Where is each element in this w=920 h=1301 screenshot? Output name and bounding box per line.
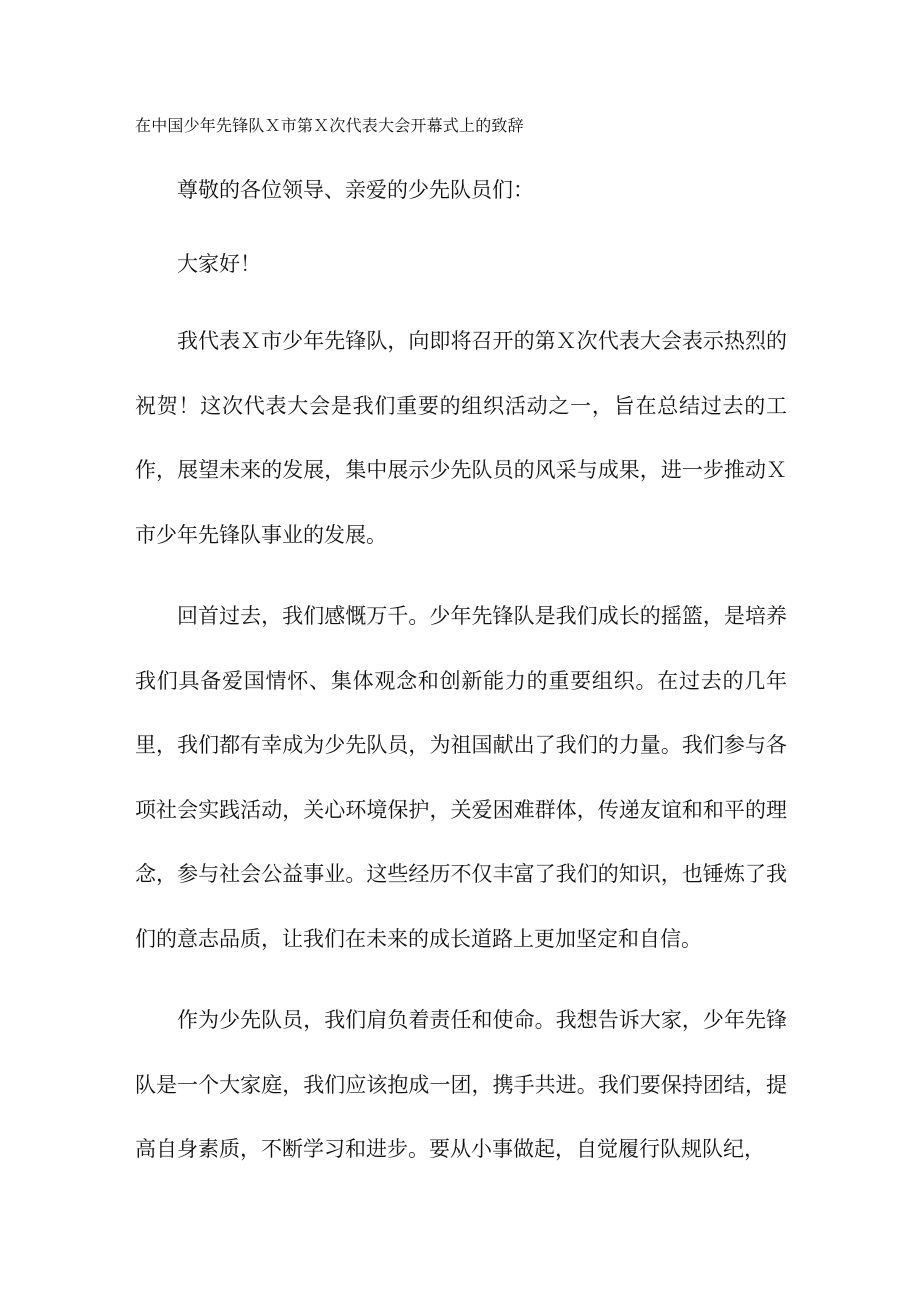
document-title: 在中国少年先锋队Ｘ市第Ｘ次代表大会开幕式上的致辞 xyxy=(135,116,524,135)
salutation-line: 大家好！ xyxy=(177,252,261,276)
body-paragraph-2: 回首过去，我们感慨万千。少年先锋队是我们成长的摇篮，是培养我们具备爱国情怀、集体观念和创新能力的重要组织。在过去的几年里，我们都有幸成为少先队员，为祖国献出了我们的力量。我们参与各项社会实践活动，关心环境保护，关爱困难群体，传递友谊和和平的理念，参与社会公益事业。这些经历不仅丰富了我们的知识，也锤炼了我们的意志品质，让我们在未来的成长道路上更加坚定和自信。 xyxy=(135,604,787,951)
body-paragraph-3: 作为少先队员，我们肩负着责任和使命。我想告诉大家，少年先锋队是一个大家庭，我们应该抱成一团，携手共进。我们要保持团结，提高自身素质，不断学习和进步。要从小事做起，自觉履行队规队纪， xyxy=(135,1008,787,1161)
body-paragraph-1: 我代表Ｘ市少年先锋队，向即将召开的第Ｘ次代表大会表示热烈的祝贺！这次代表大会是我们重要的组织活动之一，旨在总结过去的工作，展望未来的发展，集中展示少先队员的风采与成果，进一步推动Ｘ市少年先锋队事业的发展。 xyxy=(135,329,787,547)
greeting-line: 尊敬的各位领导、亲爱的少先队员们： xyxy=(177,178,534,202)
